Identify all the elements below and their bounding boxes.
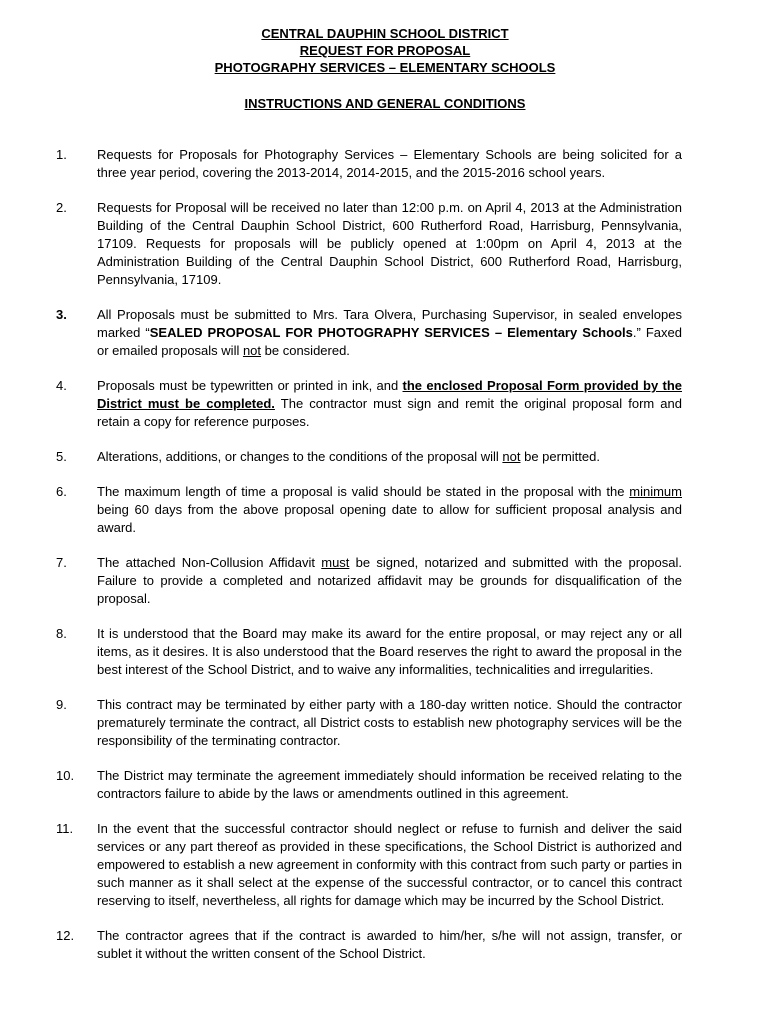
item-text-part: Proposals must be typewritten or printed in ink, and bbox=[97, 378, 403, 393]
item-number: 10. bbox=[56, 768, 75, 783]
item-text: The District may terminate the agreement immediately should information be received relating to the contractors failure to abide by the laws or amendments outlined in this agreement. bbox=[97, 768, 682, 801]
item-text-bold-underline: the enclosed Proposal Form provided by the District must be completed. bbox=[97, 378, 682, 411]
item-text-part: Alterations, additions, or changes to the conditions of the proposal will bbox=[97, 449, 503, 464]
item-text: This contract may be terminated by either party with a 180-day written notice. Should the contractor prematurely terminate the contract, all District costs to establish new photography services will be the responsibility of the terminating contractor. bbox=[97, 697, 682, 748]
item-number: 4. bbox=[56, 378, 67, 393]
item-number: 9. bbox=[56, 697, 67, 712]
list-item-9 bbox=[0, 696, 770, 750]
list-item-7 bbox=[0, 554, 770, 608]
item-text-part: The attached Non-Collusion Affidavit bbox=[97, 555, 322, 570]
item-text-part: being 60 days from the above proposal opening date to allow for sufficient proposal analysis and award. bbox=[97, 502, 682, 535]
item-text bbox=[97, 554, 682, 608]
item-text-part: be permitted. bbox=[520, 449, 600, 464]
item-number: 2. bbox=[56, 200, 67, 215]
item-text: Requests for Proposal will be received no later than 12:00 p.m. on April 4, 2013 at the Administration Building of the Central Dauphin School District, 600 Rutherford Road, Harrisburg, Pennsylvania, 17109. Requests for proposals will be publicly opened at 1:00pm on April 4, 2013 at the Administration Building of the Central Dauphin School District, 600 Rutherford Road, Harrisburg, Pennsylvania, 17109. bbox=[97, 200, 682, 287]
item-number: 7. bbox=[56, 555, 67, 570]
item-text-part: All Proposals must be submitted to Mrs. Tara Olvera, Purchasing Supervisor, in sealed envelopes marked “ bbox=[97, 307, 682, 340]
list-item-8 bbox=[0, 625, 770, 679]
services-title: PHOTOGRAPHY SERVICES – ELEMENTARY SCHOOLS bbox=[214, 60, 556, 75]
list-item-4 bbox=[0, 377, 770, 431]
list-item-5 bbox=[0, 448, 770, 466]
list-item-3 bbox=[0, 306, 770, 360]
item-text: It is understood that the Board may make its award for the entire proposal, or may reject any or all items, as it desires. It is also understood that the Board reserves the right to award the proposal in the best interest of the School District, and to waive any informalities, technicalities and irregularities. bbox=[97, 626, 682, 677]
item-text-underline: not bbox=[502, 449, 521, 464]
item-number: 11. bbox=[56, 821, 74, 836]
item-number: 1. bbox=[56, 147, 67, 162]
list-item-2 bbox=[0, 199, 770, 289]
item-text-underline: must bbox=[321, 555, 350, 570]
item-text bbox=[97, 306, 682, 360]
item-number: 3. bbox=[56, 307, 67, 322]
item-text-part: The maximum length of time a proposal is valid should be stated in the proposal with the bbox=[97, 484, 630, 499]
item-number: 5. bbox=[56, 449, 67, 464]
item-text-part: The contractor must sign and remit the original proposal form and retain a copy for reference purposes. bbox=[97, 396, 683, 429]
item-number: 12. bbox=[56, 928, 75, 943]
list-item-11 bbox=[0, 820, 770, 910]
list-item-1 bbox=[0, 146, 770, 182]
district-title: CENTRAL DAUPHIN SCHOOL DISTRICT bbox=[261, 26, 509, 41]
item-text bbox=[97, 448, 682, 466]
item-text bbox=[97, 377, 682, 431]
item-text-underline: not bbox=[242, 343, 262, 358]
rfp-title: REQUEST FOR PROPOSAL bbox=[299, 43, 471, 58]
item-text: In the event that the successful contractor should neglect or refuse to furnish and deliver the said services or any part thereof as provided in these specifications, the School District is authorized and empowered to establish a new agreement in conformity with this contract from such party or parties in such manner as it shall select at the expense of the successful contractor, or to cancel this contract reserving to itself, nevertheless, all rights for damage which may be incurred by the School District. bbox=[97, 821, 682, 908]
item-number: 8. bbox=[56, 626, 67, 641]
item-text-part: .” Faxed or emailed proposals will bbox=[97, 325, 682, 358]
conditions-list bbox=[0, 146, 770, 963]
item-text: The contractor agrees that if the contract is awarded to him/her, s/he will not assign, transfer, or sublet it without the written consent of the School District. bbox=[97, 928, 682, 961]
item-text-part: be considered. bbox=[261, 343, 350, 358]
section-title: INSTRUCTIONS AND GENERAL CONDITIONS bbox=[244, 96, 526, 111]
item-text bbox=[97, 483, 682, 537]
list-item-6 bbox=[0, 483, 770, 537]
item-text-bold: SEALED PROPOSAL FOR PHOTOGRAPHY SERVICES – Elementary Schools bbox=[149, 325, 633, 340]
item-text-underline: minimum bbox=[629, 484, 682, 499]
item-number: 6. bbox=[56, 484, 67, 499]
list-item-12 bbox=[0, 927, 770, 963]
list-item-10 bbox=[0, 767, 770, 803]
item-text: Requests for Proposals for Photography Services – Elementary Schools are being solicited for a three year period, covering the 2013-2014, 2014-2015, and the 2015-2016 school years. bbox=[97, 147, 682, 180]
item-text-part: be signed, notarized and submitted with the proposal. Failure to provide a completed and notarized affidavit may be grounds for disqualification of the proposal. bbox=[97, 555, 682, 606]
